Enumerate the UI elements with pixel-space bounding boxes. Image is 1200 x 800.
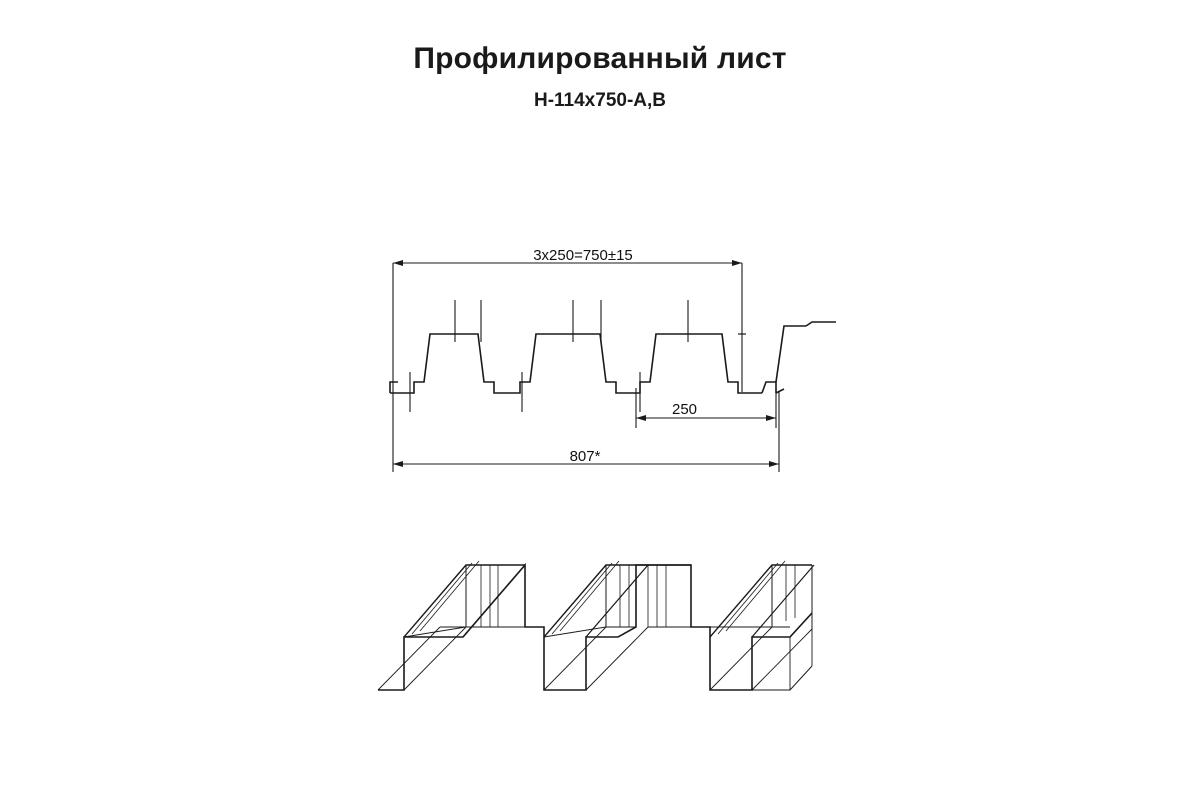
cross-section-profile: [390, 322, 836, 393]
dimension-middle: [636, 388, 776, 428]
dimension-top: [393, 260, 742, 392]
dimension-label-total-width: 807*: [569, 448, 601, 465]
isometric-view: [378, 561, 814, 690]
axis-tick-marks: [410, 300, 688, 412]
dimension-label-pitch: 250: [672, 401, 698, 418]
dimension-label-overall-width: 3х250=750±15: [533, 247, 633, 264]
page-title: Профилированный лист: [413, 42, 787, 75]
page-subtitle: Н-114х750-А,В: [533, 90, 667, 111]
